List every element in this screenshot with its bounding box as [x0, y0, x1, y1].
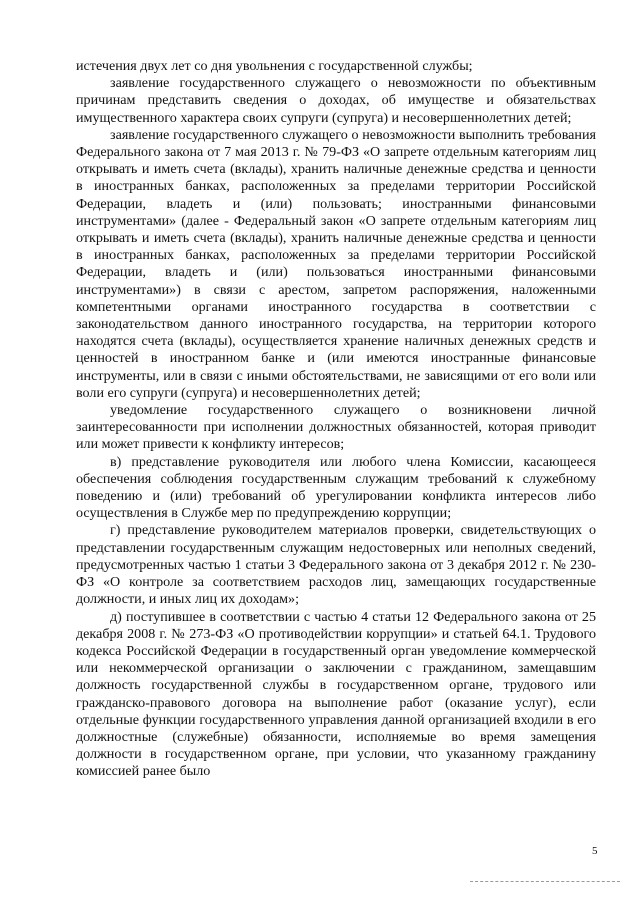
footer-rule — [470, 881, 620, 882]
paragraph-1: истечения двух лет со дня увольнения с государственной службы; — [76, 58, 473, 74]
paragraph-3: заявление государственного служащего о невозможности выполнить требования Федерального закона от 7 мая 2013 г. № 79-ФЗ «О запрете отдельным категориям лиц открывать и иметь счета (вклады), хранить наличные денежные средства и ценности в иностранных банках, расположенных за пределами территории Российской Федерации, владеть и (или) пользовать; иностранными финансовыми инструментами» (далее - Федеральный закон «О запрете отдельным категориям лиц открывать и иметь счета (вклады), хранить наличные денежные средства и ценности в иностранных банках, расположенных за пределами территории Российской Федерации, владеть и (или) пользоваться иностранными финансовыми инструментами») в связи с арестом, запретом распоряжения, наложенными компетентными органами иностранного государства в соответствии с законодательством данного иностранного государства, на территории которого находятся счета (вклады), осуществляется хранение наличных денежных средств и ценностей в иностранном банке и (или имеются иностранные финансовые инструменты, или в связи с иными обстоятельствами, не зависящими от его воли или воли его супруги (супруга) и несовершеннолетних детей; — [76, 126, 596, 401]
paragraph-5: в) представление руководителя или любого члена Комиссии, касающееся обеспечения соблюдения государственным служащим требований к служебному поведению и (или) требований об урегулировании конфликта интересов либо осуществления в Службе мер по предупреждению коррупции; — [76, 453, 596, 522]
paragraph-2: заявление государственного служащего о невозможности по объективным причинам представить сведения о доходах, об имуществе и обязательствах имущественного характера своих супруги (супруга) и несовершеннолетних детей; — [76, 75, 596, 126]
page-number: 5 — [592, 845, 598, 857]
paragraph-7: д) поступившее в соответствии с частью 4 статьи 12 Федерального закона от 25 декабря 2008 г. № 273-ФЗ «О противодействии коррупции» и статьей 64.1. Трудового кодекса Российской Федерации в государственный орган уведомление коммерческой или некоммерческой организации о заключении с гражданином, замещавшим должность государственной службы в государственном органе, трудового или гражданско-правового договора на выполнение работ (оказание услуг), если отдельные функции государственного управления данной организацией входили в его должностные (служебные) обязанности, исполняемые во время замещения должности в государственном органе, при условии, что указанному гражданину комиссией ранее было — [76, 608, 596, 780]
paragraph-4: уведомление государственного служащего о возникновени личной заинтересованности при исполнении должностных обязанностей, которая приводит или может привести к конфликту интересов; — [76, 402, 596, 453]
paragraph-6: г) представление руководителем материалов проверки, свидетельствующих о представлении государственным служащим недостоверных или неполных сведений, предусмотренных частью 1 статьи 3 Федерального закона от 3 декабря 2012 г. № 230-ФЗ «О контроле за соответствием расходов лиц, замещающих государственные должности, и иных лиц их доходам»; — [76, 522, 596, 608]
document-body — [76, 58, 596, 781]
